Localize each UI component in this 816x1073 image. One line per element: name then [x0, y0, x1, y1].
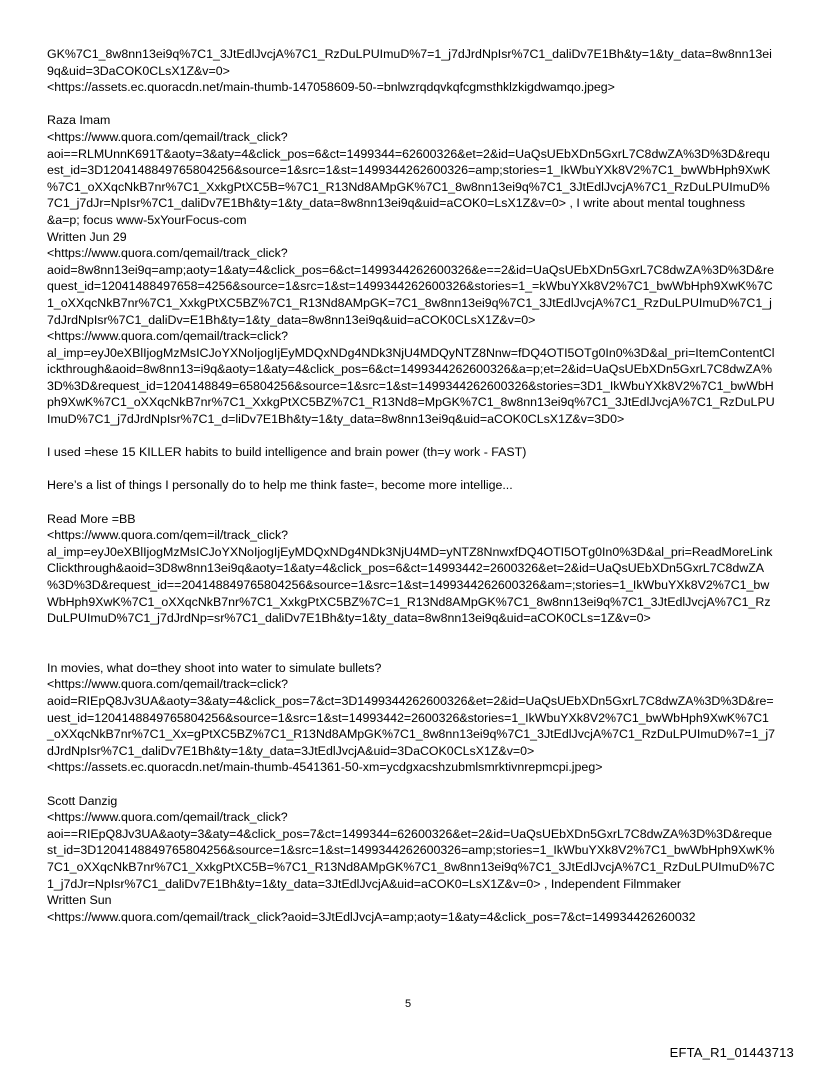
bates-number: EFTA_R1_01443713 — [669, 1045, 794, 1060]
author-tracking-url: <https://www.quora.com/qemail/track_click?aoi==RIEpQ8Jv3UA&aoty=3&aty=4&click_pos=7&ct=1499344=62600326&et=2&id=UaQsUEbXDn5GxrL7C8dwZA%3D%3D&request_id=3D1204148849765804256&source=1&src=1&st=1499344262600326=amp;stories=1_IkWbuYXk8V2%7C1_bwWbHph9XwK%7C1_oXXqcNkB7nr%7C1_XxkgPtXC5B=%7C1_R13Nd8AMpGK%7C1_8w8nn13ei9q%7C1_3JtEdlJvcjA%7C1_RzDuLPUImuD%7C1_j7dJr=NpIsr%7C1_daliDv7E1Bh&ty=1&ty_data=3JtEdlJvcjA&uid=aCOK0=LsX1Z&v=0> , Independent Filmmaker — [47, 810, 775, 891]
content-clickthrough-url: <https://www.quora.com/qemail/track=click?al_imp=eyJ0eXBlIjogMzMsICJoYXNoIjogIjEyMDQxNDg4NDk3NjU4MDQyNTZ8Nnw=fDQ4OTI5OTg0In0%3D&al_pri=ItemContentClickthrough&aoid=8w8nn13=i9q&aoty=1&aty=4&click_pos=6&ct=1499344262600326&a=p;et=2&id=UaQsUEbXDn5GxrL7C8dwZA%3D%3D&request_id=1204148849=65804256&source=1&src=1&st=1499344262600326&stories=3D1_IkWbuYXk8V2%7C1_bwWbHph9XwK%7C1_oXXqcNkB7nr%7C1_XxkgPtXC5BZ%7C1_R13Nd8=MpGK%7C1_8w8nn13ei9q%7C1_3JtEdlJvcjA%7C1_RzDuLPUImuD%7C1_j7dJrdNpIsr%7C1_d=liDv7E1Bh&ty=1&ty_data=8w8nn13ei9q&uid=aCOK0CLsX1Z&v=3D0> — [47, 329, 775, 427]
answer-excerpt: Here’s a list of things I personally do to help me think faste=, become more intellige... — [47, 478, 513, 493]
spacer — [47, 96, 775, 113]
question-title: In movies, what do=they shoot into water to simulate bullets? — [47, 660, 382, 675]
written-date: Written Jun 29 — [47, 229, 127, 244]
page-number: 5 — [404, 998, 412, 1010]
answer-tracking-url: <https://www.quora.com/qemail/track_click?aoid=3JtEdlJvcjA=amp;aoty=1&aty=4&click_pos=7&ct=149934426260032 — [47, 909, 696, 924]
spacer — [47, 461, 775, 478]
author-name: Raza Imam — [47, 113, 111, 128]
read-more-url: <https://www.quora.com/qem=il/track_click?al_imp=eyJ0eXBlIjogMzMsICJoYXNoIjogIjEyMDQxNDg4NDk3NjU4MD=yNTZ8NnwxfDQ4OTI5OTg0In0%3D&al_pri=ReadMoreLinkClickthrough&aoid=3D8w8nn13ei9q&aoty=1&aty=4&click_pos=6&ct=14993442=2600326&et=2&id=UaQsUEbXDn5GxrL7C8dwZA%3D%3D&request_id==204148849765804256&source=1&src=1&st=1499344262600326&am=;stories=1_IkWbuYXk8V2%7C1_bwWbHph9XwK%7C1_oXXqcNkB7nr%7C1_XxkgPtXC5BZ%7C=1_R13Nd8AMpGK%7C1_8w8nn13ei9q%7C1_3JtEdlJvcjA%7C1_RzDuLPUImuD%7C1_j7dJrdNp=sr%7C1_daliDv7E1Bh&ty=1&ty_data=8w8nn13ei9q&uid=aCOK0CLs=1Z&v=0> — [47, 528, 773, 626]
answer-headline: I used =hese 15 KILLER habits to build intelligence and brain power (th=y work - FAST) — [47, 445, 527, 460]
thumbnail-url: <https://assets.ec.quoracdn.net/main-thumb-4541361-50-xm=ycdgxacshzubmlsmrktivnrepmcpi.jpeg> — [47, 760, 603, 775]
spacer — [47, 776, 775, 793]
thumbnail-url: <https://assets.ec.quoracdn.net/main-thumb-147058609-50-=bnlwzrqdqvkqfcgmsthklzkigdwamqo.jpeg> — [47, 80, 615, 95]
spacer — [47, 494, 775, 511]
question-tracking-url: <https://www.quora.com/qemail/track=click?aoid=RIEpQ8Jv3UA&aoty=3&aty=4&click_pos=7&ct=3D1499344262600326&et=2&id=UaQsUEbXDn5GxrL7C8dwZA%3D%3D&re=uest_id=1204148849765804256&source=1&src=1&st=14993442=2600326&stories=1_IkWbuYXk8V2%7C1_bwWbHph9XwK%7C1_oXXqcNkB7nr%7C1_Xx=gPtXC5BZ%7C1_R13Nd8AMpGK%7C1_8w8nn13ei9q%7C1_3JtEdlJvcjA%7C1_RzDuLPUImuD%7=1_j7dJrdNpIsr%7C1_daliDv7E1Bh&ty=1&ty_data=3JtEdlJvcjA&uid=3DaCOK0CLsX1Z&v=0> — [47, 677, 775, 758]
author-tracking-url: <https://www.quora.com/qemail/track_click?aoi==RLMUnnK691T&aoty=3&aty=4&click_pos=6&ct=1499344=62600326&et=2&id=UaQsUEbXDn5GxrL7C8dwZA%3D%3D&request_id=3D1204148849765804256&source=1&src=1&st=1499344262600326=amp;stories=1_IkWbuYXk8V2%7C1_bwWbHph9XwK%7C1_oXXqcNkB7nr%7C1_XxkgPtXC5B=%7C1_R13Nd8AMpGK%7C1_8w8nn13ei9q%7C1_3JtEdlJvcjA%7C1_RzDuLPUImuD%7C1_j7dJr=NpIsr%7C1_daliDv7E1Bh&ty=1&ty_data=8w8nn13ei9q&uid=aCOK0=LsX1Z&v=0> , I write about mental toughness &a=p; focus www-5xYourFocus-com — [47, 129, 771, 227]
url-continuation: GK%7C1_8w8nn13ei9q%7C1_3JtEdlJvcjA%7C1_RzDuLPUImuD%7=1_j7dJrdNpIsr%7C1_daliDv7E1Bh&ty=1&ty_data=8w8nn13ei9q&uid=3DaCOK0CLsX1Z&v=0> — [47, 47, 772, 78]
written-date: Written Sun — [47, 893, 112, 908]
spacer — [47, 428, 775, 445]
read-more-label: Read More =BB — [47, 511, 136, 526]
answer-tracking-url: <https://www.quora.com/qemail/track_click?aoid=8w8nn13ei9q=amp;aoty=1&aty=4&click_pos=6&ct=1499344262600326&e==2&id=UaQsUEbXDn5GxrL7C8dwZA%3D%3D&request_id=12041488497658=4256&source=1&src=1&st=1499344262600326&stories=1_=kWbuYXk8V2%7C1_bwWbHph9XwK%7C1_oXXqcNkB7nr%7C1_XxkgPtXC5BZ%7C1_R13Nd8AMpGK=7C1_8w8nn13ei9q%7C1_3JtEdlJvcjA%7C1_RzDuLPUImuD%7C1_j7dJrdNpIsr%7C1_daliDv=E1Bh&ty=1&ty_data=8w8nn13ei9q&uid=aCOK0CLsX1Z&v=0> — [47, 246, 775, 327]
author-name: Scott Danzig — [47, 793, 118, 808]
document-body — [47, 46, 775, 925]
spacer — [47, 627, 775, 660]
